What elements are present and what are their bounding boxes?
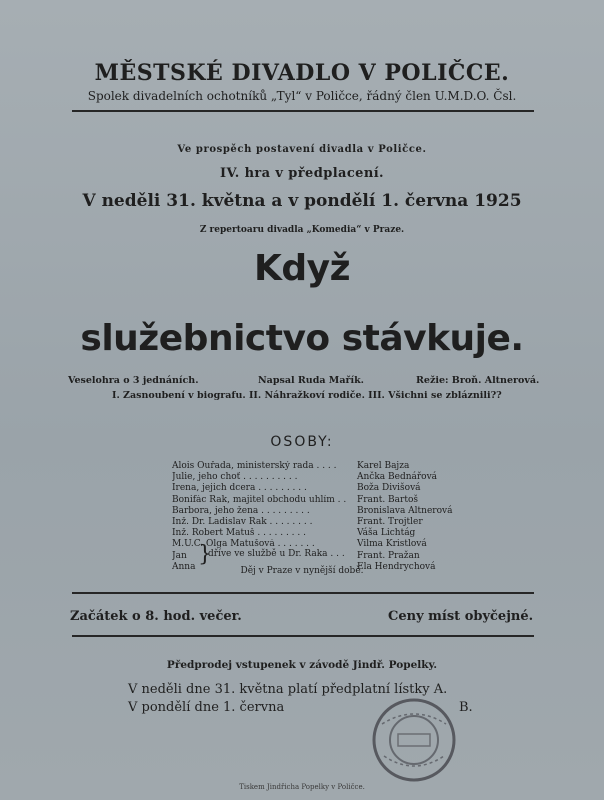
cast-actor: Vilma Kristlová (357, 539, 427, 550)
author: Napsal Ruda Mařík. (258, 375, 364, 386)
cast-row (172, 461, 472, 472)
cast-role: Irena, jejich dcera . . . . . . . . . (172, 483, 307, 494)
cast-group-note: dříve ve službě u Dr. Raka . . . (208, 549, 345, 559)
play-title-line1: Když (253, 248, 351, 289)
brace-glyph: } (198, 542, 212, 567)
cast-role: Julie, jeho choť . . . . . . . . . . (172, 472, 298, 483)
divider-lower (72, 635, 534, 637)
genre: Veselohra o 3 jednáních. (68, 375, 199, 386)
acts-line: I. Zasnoubení v biografu. II. Náhražkoví rodiče. III. Všichni se zbláznili?? (112, 390, 502, 401)
divider-upper (72, 592, 534, 594)
start-time: Začátek o 8. hod. večer. (70, 609, 242, 624)
top-divider (72, 110, 534, 112)
setting-line: Děj v Praze v nynější době. (240, 566, 364, 576)
cast-actor: Frant. Bartoš (357, 494, 418, 505)
performance-dates: V neděli 31. května a v pondělí 1. června 1925 (82, 191, 522, 211)
cast-row (172, 483, 472, 494)
repertoire-line: Z repertoaru divadla „Komedia“ v Praze. (199, 225, 405, 235)
society-line: Spolek divadelních ochotníků „Tyl“ v Poličce, řádný člen U.M.D.O. Čsl. (87, 89, 517, 103)
ticket-prices: Ceny míst obyčejné. (388, 609, 534, 624)
subscription-line: IV. hra v předplacení. (220, 166, 384, 181)
cast-role: Bonifác Rak, majitel obchodu uhlím . . (172, 494, 347, 505)
cast-actor: Frant. Trojtler (357, 516, 423, 527)
cast-actor: Ela Hendrychová (357, 561, 436, 572)
cast-role: Jan (172, 550, 187, 561)
cast-actor: Ančka Bednářová (357, 472, 438, 483)
printer-credit: Tiskem Jindřicha Popelky v Poličce. (239, 783, 365, 791)
director: Režie: Broň. Altnerová. (416, 375, 540, 386)
cast-row (172, 472, 472, 483)
cast-actor: Bronislava Altnerová (357, 505, 453, 516)
cast-row (172, 506, 472, 517)
cast-role: Barbora, jeho žena . . . . . . . . . (172, 505, 310, 516)
cast-row (172, 495, 472, 506)
cast-role: Inž. Dr. Ladislav Rak . . . . . . . . (172, 516, 313, 527)
postal-stamp-icon (368, 694, 460, 786)
cast-row (172, 528, 472, 539)
cast-row (172, 517, 472, 528)
subscription-b-letter: B. (459, 700, 473, 715)
cast-role: Anna (172, 561, 196, 572)
subscription-a-line: V neděli dne 31. května platí předplatní lístky A. (128, 682, 448, 697)
cast-role: Inž. Robert Matuš . . . . . . . . . (172, 528, 306, 539)
cast-actor: Frant. Pražan (357, 550, 420, 561)
cast-role: Alois Ouřada, ministerský rada . . . . (172, 461, 337, 471)
presale-line: Předprodej vstupenek v závodě Jindř. Popelky. (166, 659, 438, 671)
cast-actor: Karel Bajza (357, 461, 410, 471)
subscription-b-line: V pondělí dne 1. června (128, 700, 285, 715)
play-title-line2: služebnictvo stávkuje. (80, 318, 524, 359)
cast-actor: Váša Lichtág (357, 528, 416, 539)
theatre-name: MĚSTSKÉ DIVADLO V POLIČCE. (94, 60, 510, 86)
cast-role: M.U.C. Olga Matušová . . . . . . . (172, 539, 315, 550)
benefit-line: Ve prospěch postavení divadla v Poličce. (177, 144, 427, 155)
cast-actor: Boža Divišová (357, 483, 421, 494)
cast-heading: OSOBY: (270, 434, 334, 450)
